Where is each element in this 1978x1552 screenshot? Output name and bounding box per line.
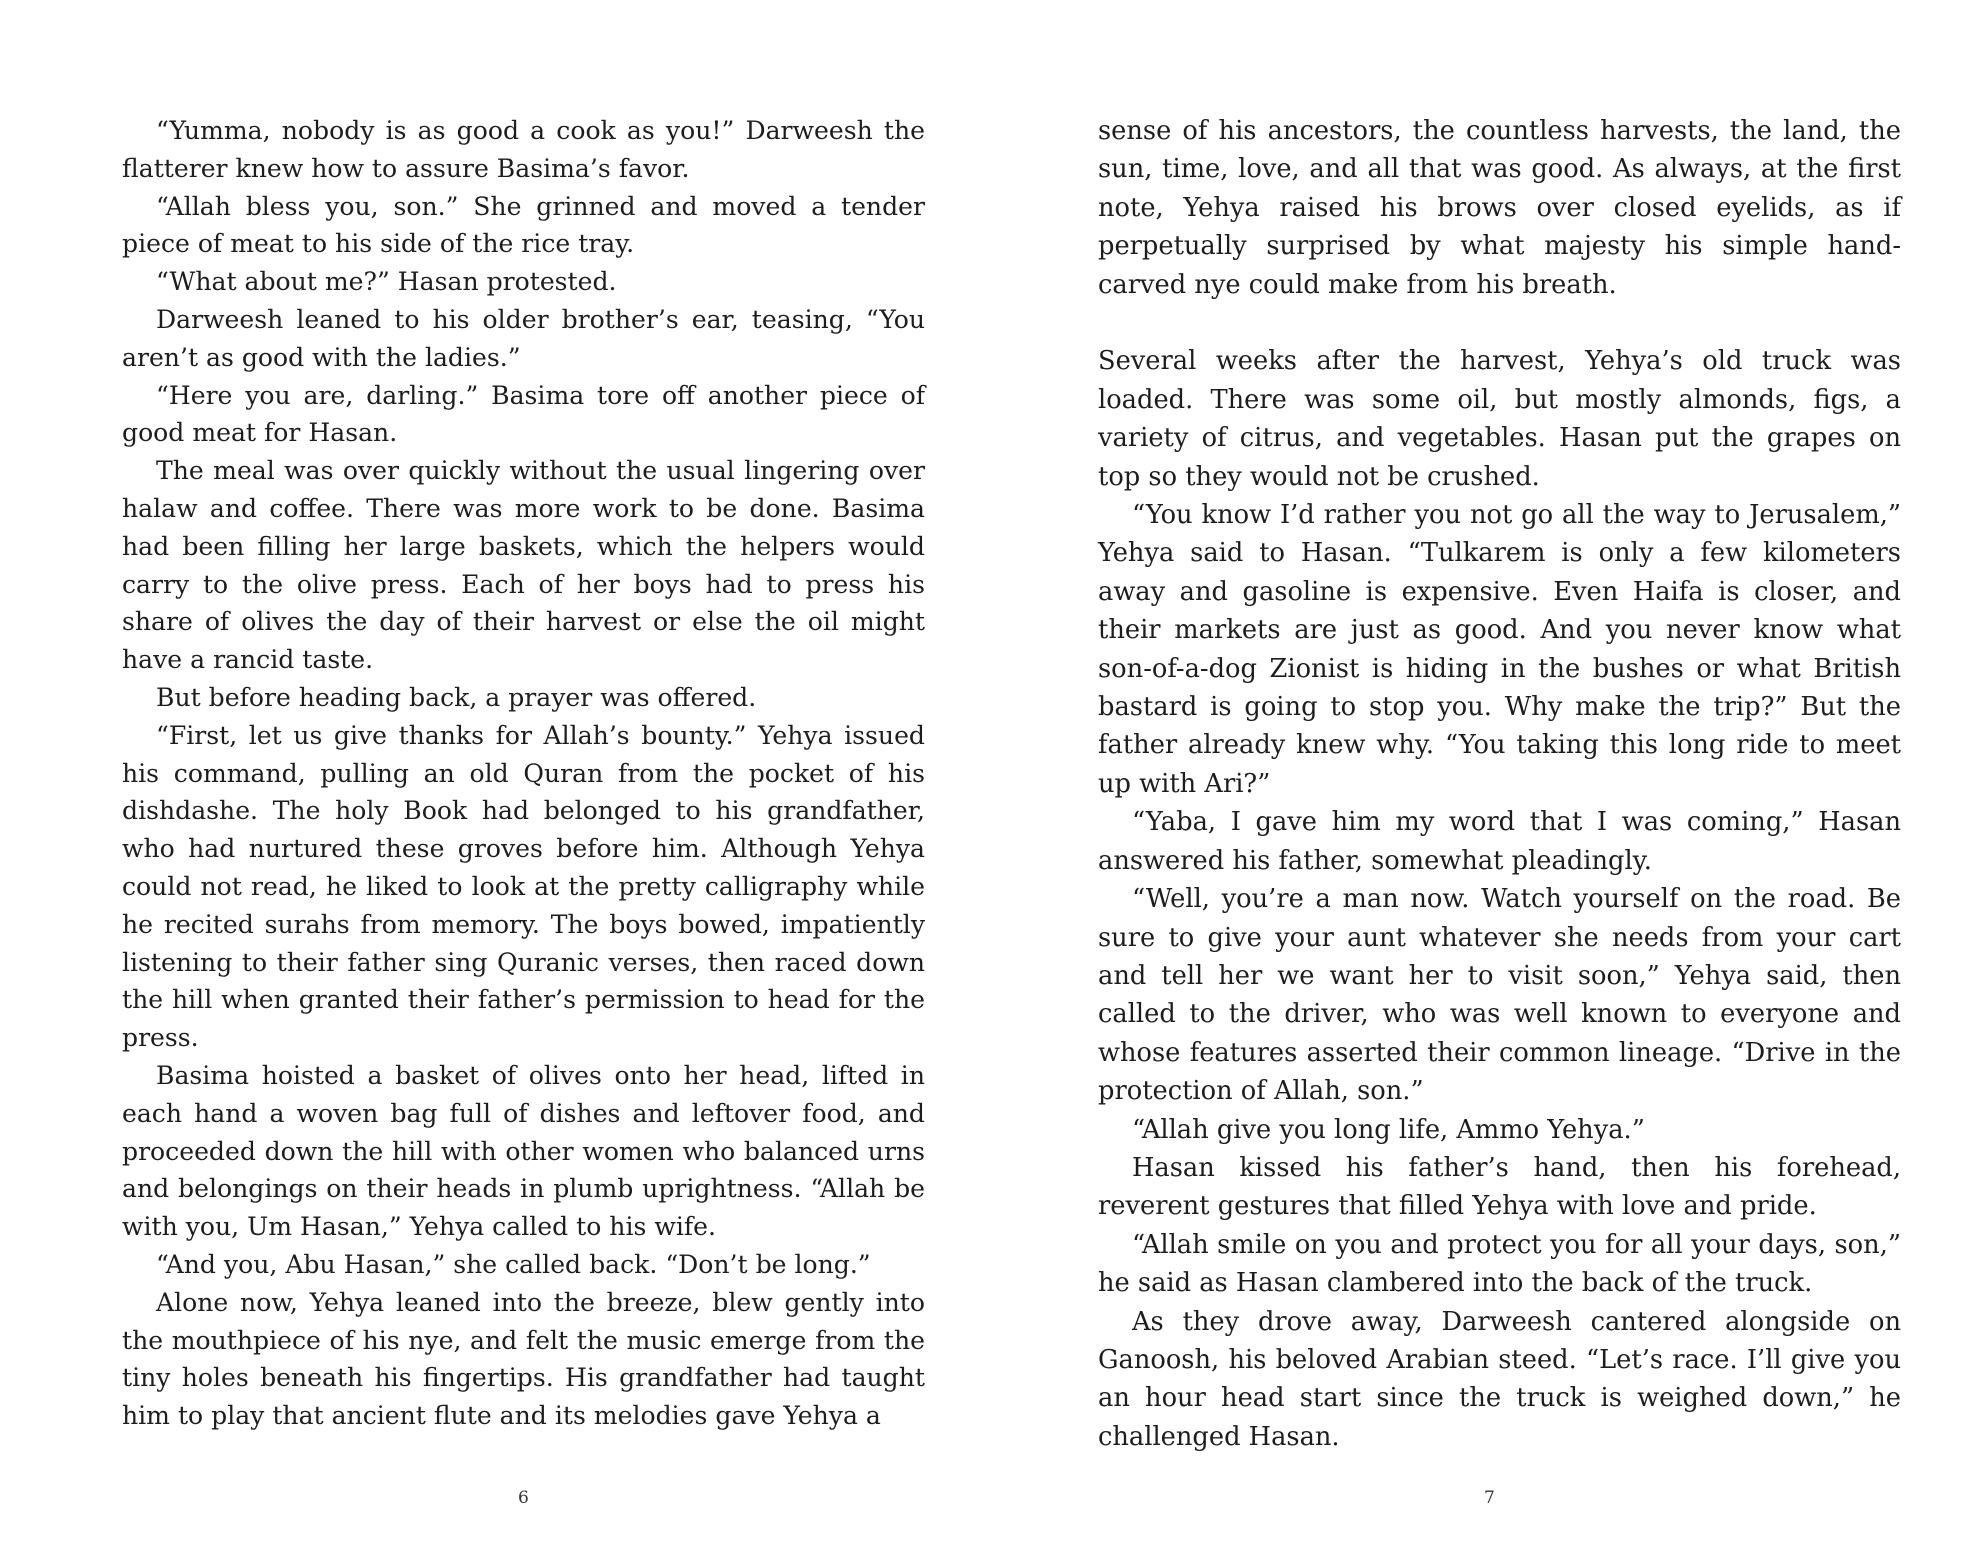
paragraph: “And you, Abu Hasan,” she called back. “Don’t be long.” xyxy=(156,1249,871,1279)
right-page xyxy=(989,0,1978,1552)
paragraph: As they drove away, Darweesh cantered alongside on Ganoosh, his beloved Arabian steed. “Let’s race. I’ll give you an hour head start since the truck is weighed down,” he challenged Hasan. xyxy=(1098,1306,1901,1452)
right-page-text xyxy=(1098,112,1901,1456)
paragraph: The meal was over quickly without the usual lingering over halaw and coffee. There was more work to be done. Basima had been filling her large baskets, which the helpers would carry to the olive press. Each of her boys had to press his share of olives the day of their harvest or else the oil might have a rancid taste. xyxy=(122,456,925,675)
paragraph: But before heading back, a prayer was offered. xyxy=(156,682,757,712)
page-number: 6 xyxy=(518,1488,529,1508)
paragraph: sense of his ancestors, the countless harvests, the land, the sun, time, love, and all that was good. As always, at the first note, Yehya raised his brows over closed eyelids, as if perpetually surprised by what majesty his simple hand-carved nye could make from his breath. xyxy=(1098,116,1901,300)
paragraph: “Well, you’re a man now. Watch yourself on the road. Be sure to give your aunt whatever she needs from your cart and tell her we want her to visit soon,” Yehya said, then called to the driver, who was well known to everyone and whose features asserted their common lineage. “Drive in the protection of Allah, son.” xyxy=(1098,884,1901,1107)
paragraph: “Here you are, darling.” Basima tore off another piece of good meat for Hasan. xyxy=(122,380,925,448)
paragraph: Hasan kissed his father’s hand, then his forehead, reverent gestures that filled Yehya with love and pride. xyxy=(1098,1152,1901,1222)
paragraph: “What about me?” Hasan protested. xyxy=(156,267,617,297)
paragraph: “First, let us give thanks for Allah’s bounty.” Yehya issued his command, pulling an old Quran from the pocket of his dishdashe. The holy Book had belonged to his grandfather, who had nurtured these groves before him. Although Yehya could not read, he liked to look at the pretty calligraphy while he recited surahs from memory. The boys bowed, impatiently listening to their father sing Quranic verses, then raced down the hill when granted their father’s permission to head for the press. xyxy=(122,720,925,1053)
paragraph: Several weeks after the harvest, Yehya’s old truck was loaded. There was some oil, but mostly almonds, figs, a variety of citrus, and vegetables. Hasan put the grapes on top so they would not be crushed. xyxy=(1098,346,1901,492)
paragraph: Darweesh leaned to his older brother’s ear, teasing, “You aren’t as good with the ladies.” xyxy=(122,304,925,372)
paragraph: Basima hoisted a basket of olives onto her head, lifted in each hand a woven bag full of dishes and leftover food, and proceeded down the hill with other women who balanced urns and belongings on their heads in plumb uprightness. “Allah be with you, Um Hasan,” Yehya called to his wife. xyxy=(122,1060,925,1242)
left-page-text xyxy=(122,112,925,1435)
paragraph: “Allah bless you, son.” She grinned and moved a tender piece of meat to his side of the rice tray. xyxy=(122,191,925,259)
page-number: 7 xyxy=(1484,1488,1495,1508)
paragraph: “Yumma, nobody is as good a cook as you!” Darweesh the flatterer knew how to assure Basima’s favor. xyxy=(122,116,925,183)
paragraph: “Allah smile on you and protect you for all your days, son,” he said as Hasan clambered into the back of the truck. xyxy=(1098,1229,1901,1299)
paragraph: Alone now, Yehya leaned into the breeze, blew gently into the mouthpiece of his nye, and felt the music emerge from the tiny holes beneath his fingertips. His grandfather had taught him to play that ancient flute and its melodies gave Yehya a xyxy=(122,1287,925,1431)
paragraph: “You know I’d rather you not go all the way to Jerusalem,” Yehya said to Hasan. “Tulkarem is only a few kilometers away and gasoline is expensive. Even Haifa is closer, and their markets are just as good. And you never know what son-of-a-dog Zionist is hiding in the bushes or what British bastard is going to stop you. Why make the trip?” But the father already knew why. “You taking this long ride to meet up with Ari?” xyxy=(1098,500,1901,799)
paragraph: “Allah give you long life, Ammo Yehya.” xyxy=(1132,1114,1645,1145)
paragraph: “Yaba, I gave him my word that I was coming,” Hasan answered his father, somewhat pleadingly. xyxy=(1098,807,1901,876)
